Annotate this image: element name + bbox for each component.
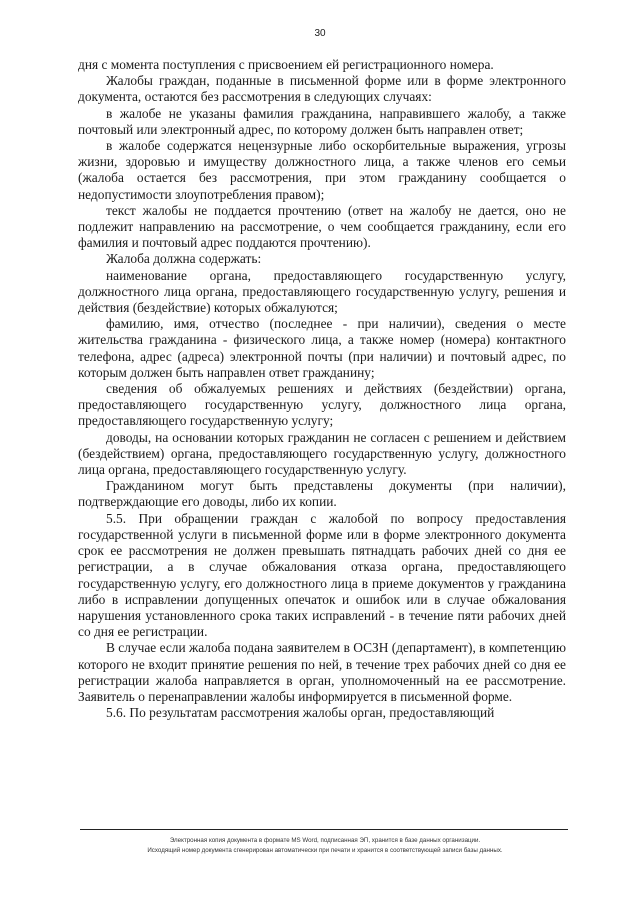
- paragraph-registration: дня с момента поступления с присвоением ей регистрационного номера.: [78, 57, 494, 72]
- footer-divider: [80, 829, 568, 830]
- footer-line-outgoing-number: Исходящий номер документа сгенерирован автоматически при печати и хранится в соответствующей записи базы данных.: [147, 847, 503, 854]
- document-body: [78, 57, 566, 721]
- paragraph-content-authority: наименование органа, предоставляющего государственную услугу, должностного лица органа, предоставляющего государственную услугу, решения и действия (бездействие) которых обжалуются;: [78, 267, 566, 316]
- footer-line-word-copy: Электронная копия документа в формате MS Word, подписанная ЭП, хранится в базе данных организации.: [169, 837, 481, 844]
- paragraph-case-obscene: в жалобе содержатся нецензурные либо оскорбительные выражения, угрозы жизни, здоровью и имуществу должностного лица, а также членов его семьи (жалоба остается без рассмотрения, при этом гражданину сообщается о недопустимости злоупотребления правом);: [78, 138, 566, 202]
- paragraph-content-decisions: сведения об обжалуемых решениях и действиях (бездействии) органа, предоставляющего государственную услугу, должностного лица органа, предоставляющего государственную услугу;: [78, 381, 566, 429]
- paragraph-complaints-not-considered: Жалобы граждан, поданные в письменной форме или в форме электронного документа, остаются без рассмотрения в следующих случаях:: [78, 73, 566, 105]
- paragraph-content-arguments: доводы, на основании которых гражданин не согласен с решением и действием (бездействием) органа, предоставляющего государственную услугу, должностного лица органа, предоставляющего государственную услугу.: [78, 429, 566, 478]
- paragraph-case-unreadable: текст жалобы не поддается прочтению (ответ на жалобу не дается, оно не подлежит направлению на рассмотрение, о чем сообщается гражданину, если его фамилия и почтовый адрес поддаются прочтению).: [78, 202, 566, 251]
- paragraph-section-5-5: 5.5. При обращении граждан с жалобой по вопросу предоставления государственной услуги в письменной форме или в форме электронного документа срок ее рассмотрения не должен превышать пятнадцать рабочих дней со дня ее регистрации, а в случае обжалования отказа органа, предоставляющего государственную услугу, его должностного лица в приеме документов у гражданина либо в исправлении допущенных опечаток и ошибок или в случае обжалования нарушения установленного срока таких исправлений - в течение пяти рабочих дней со дня ее регистрации.: [78, 510, 566, 640]
- paragraph-supporting-documents: Гражданином могут быть представлены документы (при наличии), подтверждающие его доводы, либо их копии.: [78, 478, 566, 510]
- page-number: 30: [314, 28, 326, 39]
- paragraph-complaint-must-contain: Жалоба должна содержать:: [106, 251, 262, 267]
- paragraph-content-applicant: фамилию, имя, отчество (последнее - при наличии), сведения о месте жительства гражданина - физического лица, а также номер (номера) контактного телефона, адрес (адреса) электронной почты (при наличии) и почтовый адрес, по которым должен быть направлен ответ гражданину;: [78, 316, 566, 380]
- paragraph-redirection: В случае если жалоба подана заявителем в ОСЗН (департамент), в компетенцию которого не входит принятие решения по ней, в течение трех рабочих дней со дня ее регистрации жалоба направляется в орган, уполномоченный на ее рассмотрение. Заявитель о перенаправлении жалобы информируется в письменной форме.: [78, 640, 566, 704]
- footer-note: [60, 836, 590, 856]
- paragraph-case-no-name: в жалобе не указаны фамилия гражданина, направившего жалобу, а также почтовый или электронный адрес, по которому должен быть направлен ответ;: [78, 105, 566, 137]
- paragraph-section-5-6: 5.6. По результатам рассмотрения жалобы орган, предоставляющий: [106, 705, 495, 721]
